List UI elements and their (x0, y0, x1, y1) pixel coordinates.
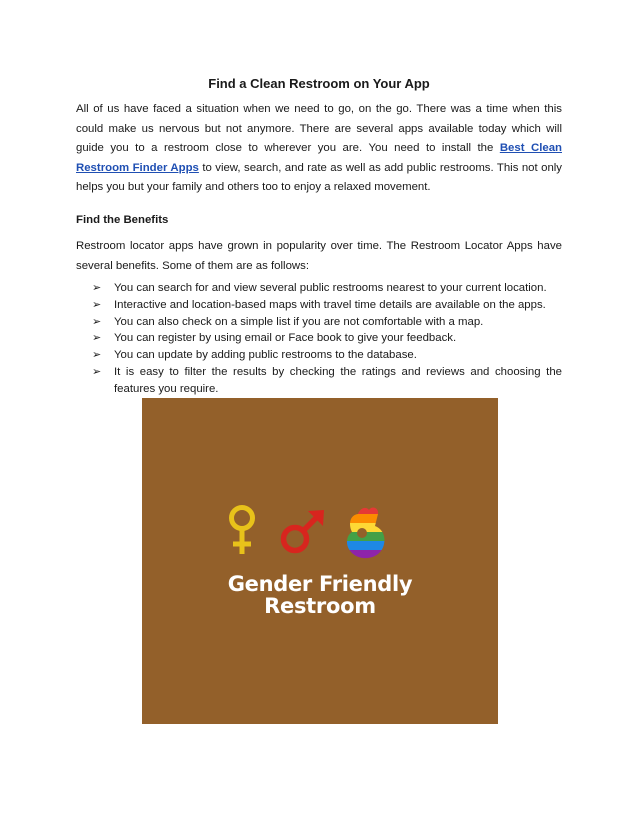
list-item: ➢ It is easy to filter the results by checking the ratings and reviews and choosing the features you require. (92, 365, 562, 395)
rainbow-ok-hand-icon (343, 504, 388, 560)
arrow-bullet-icon: ➢ (92, 298, 102, 311)
list-item: ➢ You can update by adding public restrooms to the database. (92, 347, 562, 364)
benefits-list (92, 280, 562, 398)
list-item: ➢ Interactive and location-based maps with travel time details are available on the apps. (92, 297, 562, 314)
restroom-symbols (228, 502, 418, 562)
arrow-bullet-icon: ➢ (92, 365, 102, 378)
arrow-bullet-icon: ➢ (92, 315, 102, 328)
male-symbol-icon (284, 510, 325, 551)
list-item: ➢ You can register by using email or Face book to give your feedback. (92, 330, 562, 347)
female-symbol-icon (232, 508, 253, 555)
arrow-bullet-icon: ➢ (92, 282, 102, 294)
document-title: Find a Clean Restroom on Your App (208, 76, 430, 91)
intro-text-part1: All of us have faced a situation when we need to go, on the go. There was a time when this could make us nervous but not anymore. There are several apps available today which will guide you to a restroom close to wherever you are. You need to install the (76, 103, 562, 154)
arrow-bullet-icon: ➢ (92, 349, 102, 362)
logo-text-line2: Restroom (264, 594, 376, 618)
logo-text-line1: Gender Friendly (227, 572, 413, 596)
list-item: ➢ You can search for and view several public restrooms nearest to your current location. (92, 280, 562, 297)
benefits-heading: Find the Benefits (76, 214, 169, 226)
intro-text-part2: to view, search, and rate as well as add public restrooms. This not only helps you but your family and others too to enjoy a relaxed movement. (76, 161, 563, 193)
list-item: ➢ You can also check on a simple list if you are not comfortable with a map. (92, 314, 562, 331)
arrow-bullet-icon: ➢ (92, 332, 102, 345)
intro-paragraph (76, 100, 562, 198)
best-restroom-apps-link[interactable]: Best Clean Restroom Finder Apps (76, 142, 562, 174)
gender-friendly-restroom-image (142, 398, 498, 724)
benefits-intro-paragraph: Restroom locator apps have grown in popularity over time. The Restroom Locator Apps have several benefits. Some of them are as follows: (76, 240, 562, 272)
